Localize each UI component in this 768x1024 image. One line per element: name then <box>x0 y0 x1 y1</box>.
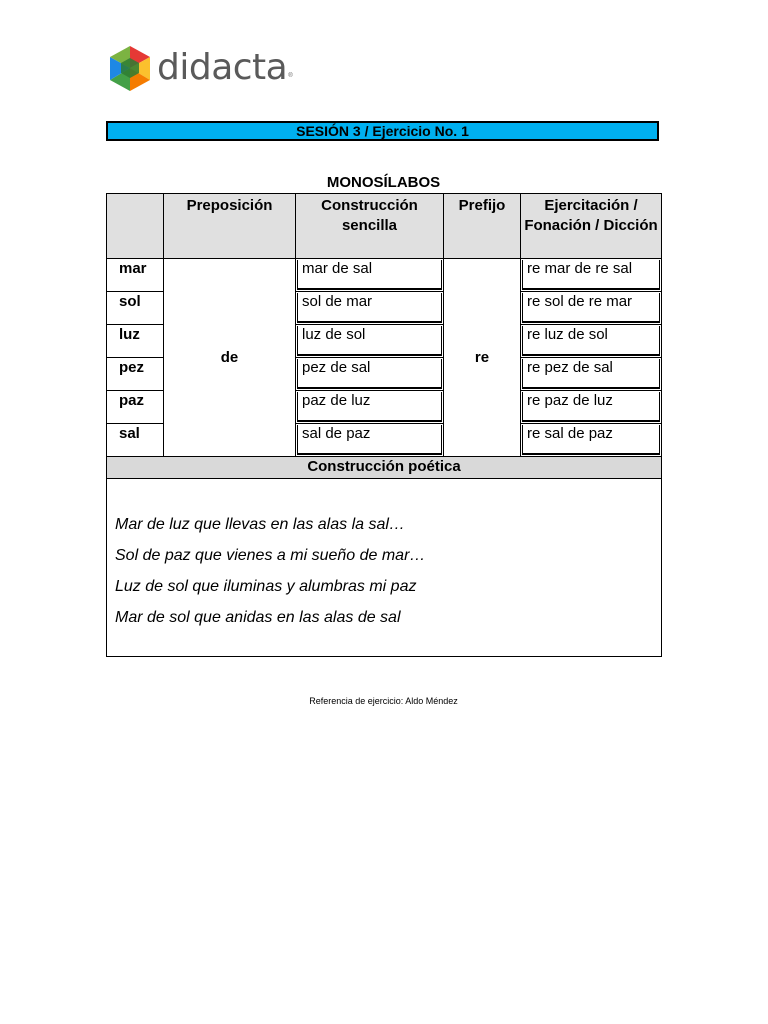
prefix-cell: re <box>444 259 521 457</box>
poem-line: Mar de sol que anidas en las alas de sal <box>115 609 401 626</box>
exercise-cell: re sol de re mar <box>521 292 662 325</box>
construction-cell: pez de sal <box>296 358 444 391</box>
registered-mark: ® <box>288 73 293 79</box>
header-exercise: Ejercitación / Fonación / Dicción <box>521 194 662 259</box>
header-construction: Construcción sencilla <box>296 194 444 259</box>
monosyllables-table <box>106 193 662 657</box>
construction-cell: sal de paz <box>296 424 444 457</box>
word-cell: sal <box>107 424 164 457</box>
exercise-reference: Referencia de ejercicio: Aldo Méndez <box>309 696 458 706</box>
exercise-cell: re sal de paz <box>521 424 662 457</box>
poem-line: Sol de paz que vienes a mi sueño de mar… <box>115 547 426 564</box>
table-header-row <box>107 194 662 259</box>
construction-cell: paz de luz <box>296 391 444 424</box>
exercise-cell: re mar de re sal <box>521 259 662 292</box>
exercise-cell: re paz de luz <box>521 391 662 424</box>
poem-cell <box>107 479 662 657</box>
word-cell: sol <box>107 292 164 325</box>
word-cell: paz <box>107 391 164 424</box>
construction-cell: luz de sol <box>296 325 444 358</box>
exercise-cell: re luz de sol <box>521 325 662 358</box>
header-blank <box>107 194 164 259</box>
table-row <box>107 259 662 292</box>
word-cell: mar <box>107 259 164 292</box>
header-prefix: Prefijo <box>444 194 521 259</box>
preposition-cell: de <box>164 259 296 457</box>
construction-cell: mar de sal <box>296 259 444 292</box>
poem-line: Mar de luz que llevas en las alas la sal… <box>115 516 405 533</box>
didacta-logo <box>107 44 293 92</box>
table-caption: MONOSÍLABOS <box>326 174 441 191</box>
session-title-bar: SESIÓN 3 / Ejercicio No. 1 <box>106 121 659 141</box>
poetic-construction-header: Construcción poética <box>107 457 662 479</box>
poetic-header-row <box>107 457 662 479</box>
logo-text: didacta <box>157 47 288 88</box>
word-cell: pez <box>107 358 164 391</box>
poem-line: Luz de sol que iluminas y alumbras mi paz <box>115 578 417 595</box>
didacta-hexagon-icon <box>107 44 153 92</box>
header-preposition: Preposición <box>164 194 296 259</box>
poem-row <box>107 479 662 657</box>
construction-cell: sol de mar <box>296 292 444 325</box>
word-cell: luz <box>107 325 164 358</box>
exercise-cell: re pez de sal <box>521 358 662 391</box>
